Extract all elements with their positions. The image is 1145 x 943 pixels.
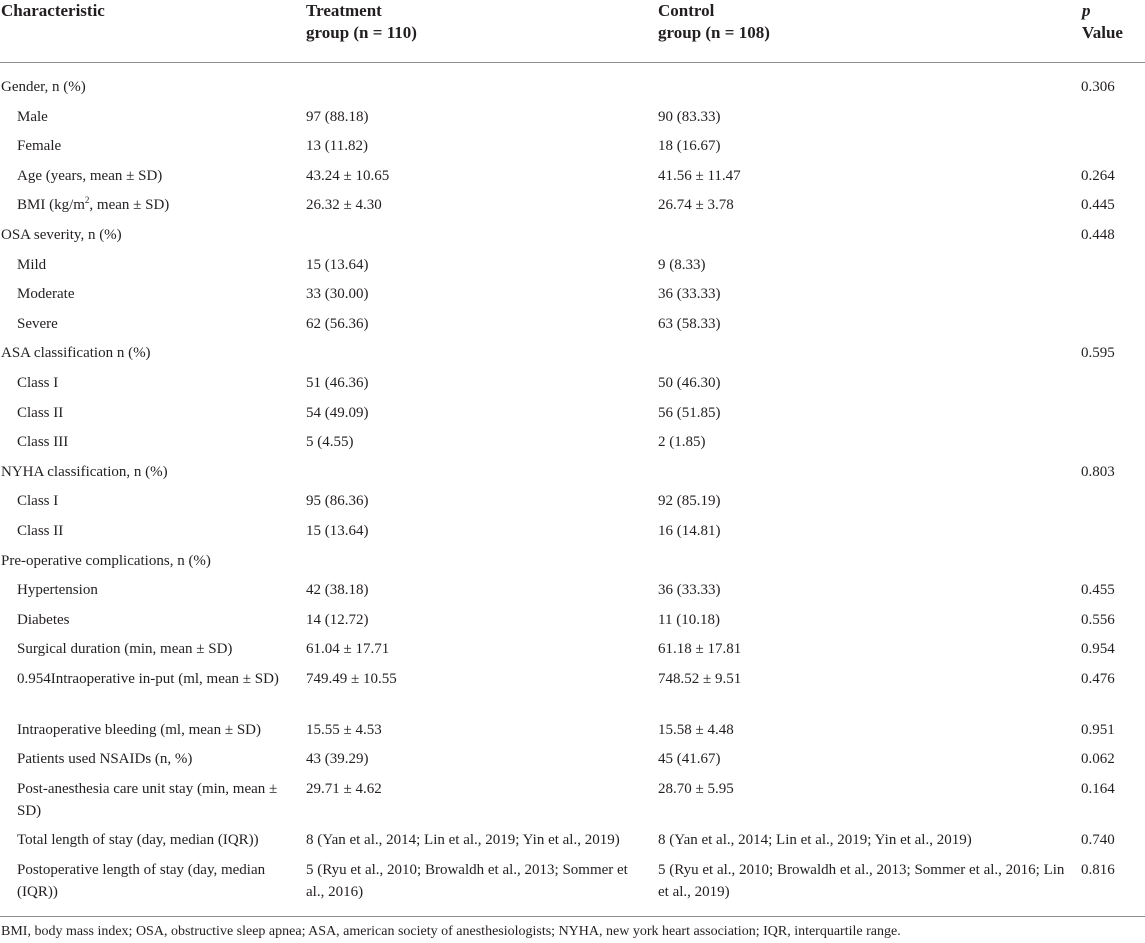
treatment-value: 51 (46.36) [306, 374, 369, 391]
header-control [658, 0, 988, 44]
p-value: 0.062 [1081, 751, 1115, 768]
control-value: 41.56 ± 11.47 [658, 167, 741, 184]
treatment-value: 54 (49.09) [306, 404, 369, 421]
control-value: 5 (Ryu et al., 2010; Browaldh et al., 2013; Sommer et al., 2016; Lin et al., 2019) [658, 861, 1065, 900]
table-row [0, 339, 1145, 369]
control-value: 15.58 ± 4.48 [658, 721, 734, 738]
row-label: Class I [17, 493, 59, 510]
table-row [0, 221, 1145, 251]
table-row [0, 576, 1145, 606]
p-value: 0.803 [1081, 463, 1115, 480]
table-row [0, 775, 1145, 826]
control-value: 92 (85.19) [658, 493, 721, 510]
row-label: NYHA classification, n (%) [1, 463, 168, 480]
control-value: 16 (14.81) [658, 522, 721, 539]
control-value: 61.18 ± 17.81 [658, 641, 742, 658]
p-value: 0.951 [1081, 721, 1115, 738]
row-label: Moderate [17, 286, 75, 303]
control-value: 11 (10.18) [658, 611, 720, 628]
treatment-value: 33 (30.00) [306, 286, 369, 303]
control-value: 90 (83.33) [658, 108, 721, 125]
table-row [0, 458, 1145, 488]
table-row [0, 132, 1145, 162]
p-value: 0.306 [1081, 79, 1115, 95]
treatment-value: 42 (38.18) [306, 582, 369, 599]
p-value: 0.476 [1081, 670, 1115, 687]
row-label: Diabetes [17, 611, 70, 628]
row-label: Surgical duration (min, mean ± SD) [17, 641, 233, 658]
treatment-value: 26.32 ± 4.30 [306, 197, 382, 214]
control-value: 56 (51.85) [658, 404, 721, 421]
p-value: 0.740 [1081, 832, 1115, 849]
treatment-value: 13 (11.82) [306, 138, 368, 155]
row-label: 0.954Intraoperative in-put (ml, mean ± SD) [17, 670, 279, 687]
control-value: 45 (41.67) [658, 751, 721, 768]
table-row [0, 487, 1145, 517]
table-row [0, 280, 1145, 310]
control-value: 748.52 ± 9.51 [658, 670, 742, 687]
table-row [0, 369, 1145, 399]
row-label: Class I [17, 374, 59, 391]
table-row [0, 428, 1145, 458]
treatment-value: 15 (13.64) [306, 522, 369, 539]
row-label: Age (years, mean ± SD) [17, 167, 163, 184]
table-row [0, 191, 1145, 221]
header-p-value [1082, 0, 1144, 44]
control-value: 50 (46.30) [658, 374, 721, 391]
row-label: Postoperative length of stay (day, median (IQR)) [17, 861, 266, 900]
row-label: Class II [17, 404, 64, 421]
table-row [0, 162, 1145, 192]
control-value: 36 (33.33) [658, 286, 721, 303]
table-row [0, 310, 1145, 340]
row-label: Gender, n (%) [1, 79, 86, 95]
row-label: Severe [17, 315, 58, 332]
row-label: Mild [17, 256, 47, 273]
row-label: Female [17, 138, 62, 155]
header-characteristic: Characteristic [1, 1, 105, 20]
p-value: 0.954 [1081, 641, 1115, 658]
header-control-line2: group (n = 108) [658, 23, 770, 42]
p-value: 0.264 [1081, 167, 1115, 184]
row-label: Post-anesthesia care unit stay (min, mean ± SD) [17, 781, 278, 820]
row-label: Male [17, 108, 48, 125]
treatment-value: 43.24 ± 10.65 [306, 167, 390, 184]
p-value: 0.455 [1081, 582, 1115, 599]
control-value: 28.70 ± 5.95 [658, 781, 734, 798]
treatment-value: 95 (86.36) [306, 493, 369, 510]
treatment-value: 43 (39.29) [306, 751, 369, 768]
row-label: Hypertension [17, 582, 98, 599]
header-control-line1: Control [658, 1, 715, 20]
treatment-value: 29.71 ± 4.62 [306, 781, 382, 798]
control-value: 9 (8.33) [658, 256, 706, 273]
treatment-value: 15.55 ± 4.53 [306, 721, 382, 738]
header-treatment [306, 0, 636, 44]
bmi-label-sup: 2 [84, 195, 90, 206]
treatment-value: 61.04 ± 17.71 [306, 641, 390, 658]
treatment-value: 62 (56.36) [306, 315, 369, 332]
row-label: OSA severity, n (%) [1, 226, 122, 243]
row-label: Class III [17, 434, 69, 451]
table-row [0, 606, 1145, 636]
table-row [0, 103, 1145, 133]
row-label [17, 194, 281, 216]
control-value: 8 (Yan et al., 2014; Lin et al., 2019; Yin et al., 2019) [658, 832, 972, 849]
table-row [0, 665, 1145, 716]
table-row [0, 399, 1145, 429]
table-footnote: BMI, body mass index; OSA, obstructive sleep apnea; ASA, american society of anesthesiologists; NYHA, new york heart association; IQR, interquartile range. [1, 924, 901, 939]
treatment-value: 97 (88.18) [306, 108, 369, 125]
bmi-label-pre: BMI (kg/m [17, 197, 85, 214]
table-row [0, 826, 1145, 856]
treatment-value: 14 (12.72) [306, 611, 369, 628]
control-value: 18 (16.67) [658, 138, 721, 155]
table-body [0, 73, 1145, 906]
row-label: Intraoperative bleeding (ml, mean ± SD) [17, 721, 261, 738]
table-row [0, 547, 1145, 577]
treatment-value: 5 (4.55) [306, 434, 354, 451]
treatment-value: 8 (Yan et al., 2014; Lin et al., 2019; Yin et al., 2019) [306, 832, 620, 849]
header-p-line1: p [1082, 1, 1091, 20]
table-bottom-rule [0, 916, 1145, 917]
header-treatment-line2: group (n = 110) [306, 23, 417, 42]
header-p-line2: Value [1082, 23, 1123, 42]
row-label: Pre-operative complications, n (%) [1, 552, 211, 569]
table-header [0, 0, 1145, 63]
table-row [0, 251, 1145, 281]
table-row [0, 73, 1145, 103]
control-value: 63 (58.33) [658, 315, 721, 332]
table-row [0, 517, 1145, 547]
p-value: 0.445 [1081, 197, 1115, 214]
table-row [0, 745, 1145, 775]
header-treatment-line1: Treatment [306, 1, 382, 20]
control-value: 26.74 ± 3.78 [658, 197, 734, 214]
treatment-value: 5 (Ryu et al., 2010; Browaldh et al., 2013; Sommer et al., 2016) [306, 861, 628, 900]
control-value: 2 (1.85) [658, 434, 706, 451]
treatment-value: 15 (13.64) [306, 256, 369, 273]
table-row [0, 716, 1145, 746]
p-value: 0.164 [1081, 781, 1115, 798]
p-value: 0.595 [1081, 345, 1115, 362]
p-value: 0.448 [1081, 226, 1115, 243]
row-label: Total length of stay (day, median (IQR)) [17, 832, 259, 849]
control-value: 36 (33.33) [658, 582, 721, 599]
row-label: ASA classification n (%) [1, 345, 151, 362]
row-label: Class II [17, 522, 64, 539]
treatment-value: 749.49 ± 10.55 [306, 670, 397, 687]
p-value: 0.556 [1081, 611, 1115, 628]
table-row [0, 856, 1145, 906]
table-row [0, 635, 1145, 665]
bmi-label-post: , mean ± SD) [89, 197, 170, 214]
row-label: Patients used NSAIDs (n, %) [17, 751, 193, 768]
p-value: 0.816 [1081, 861, 1115, 878]
